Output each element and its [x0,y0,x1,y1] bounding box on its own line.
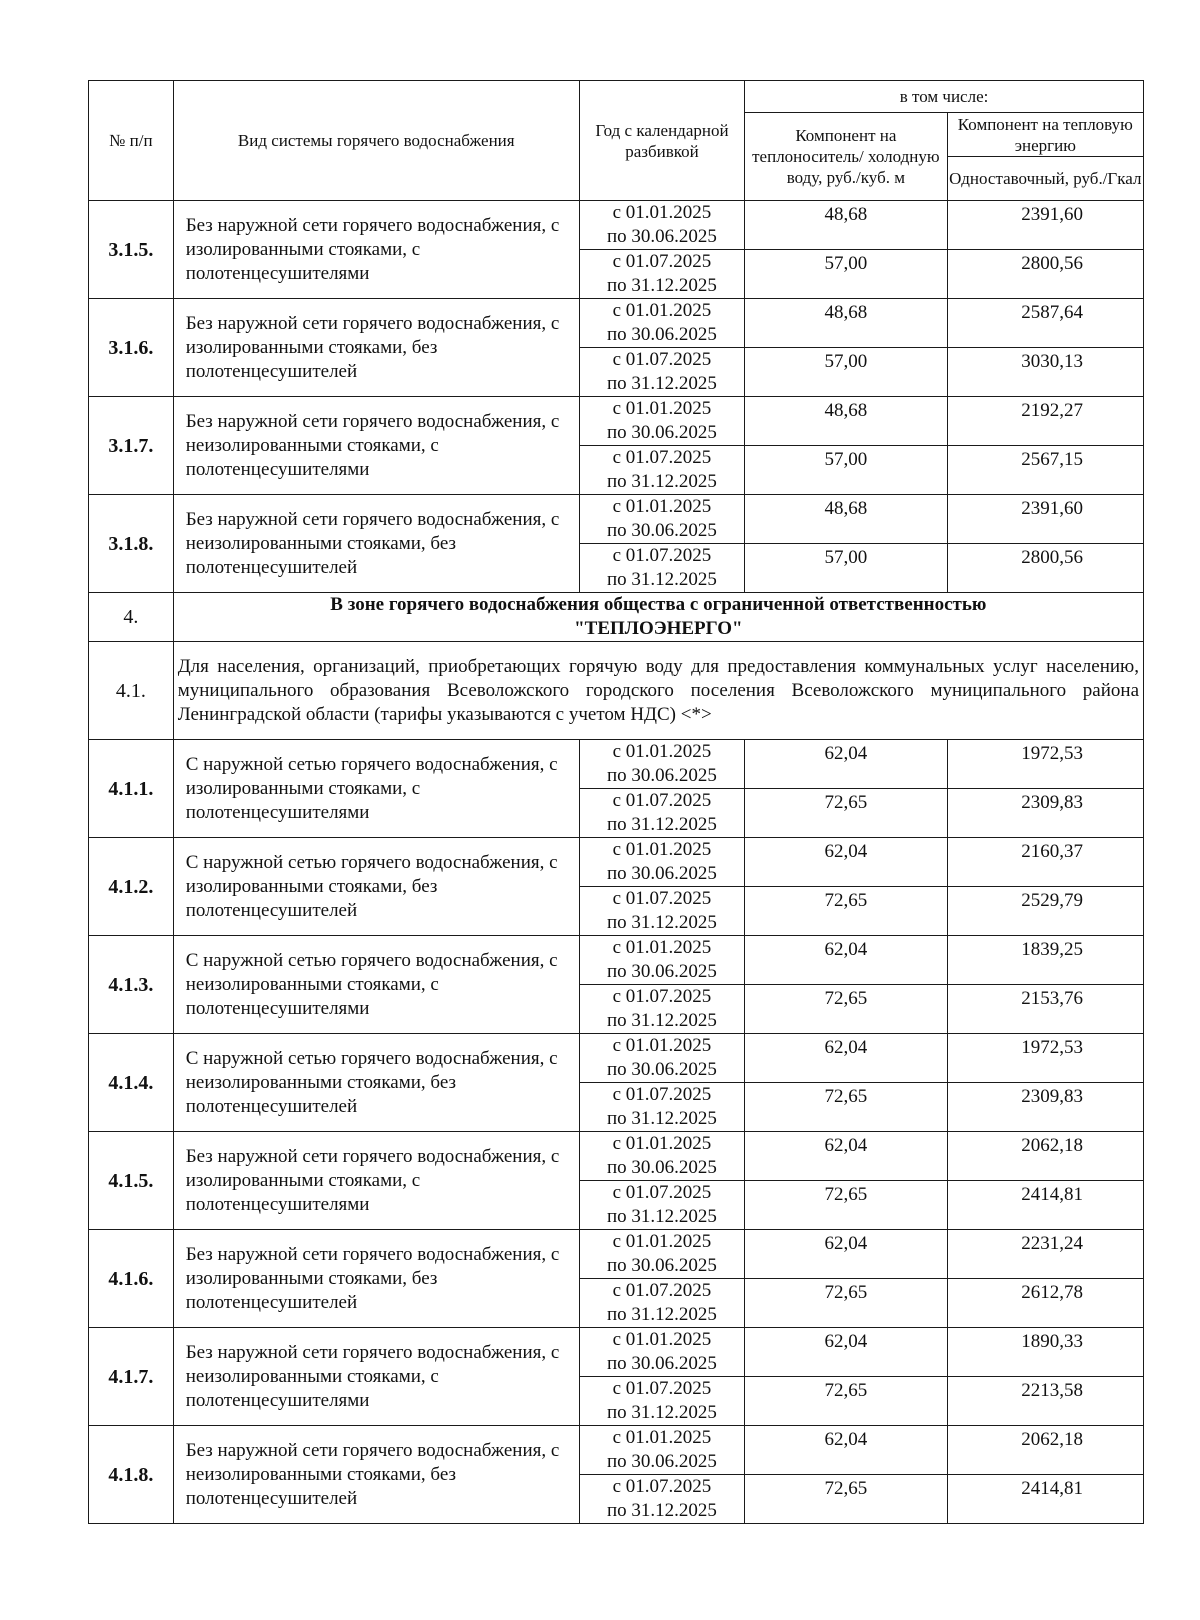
table-row [89,1132,1144,1181]
subsection-number: 4.1. [89,642,174,740]
header-component-heat: Компонент на тепловую энергию [947,113,1143,157]
period-second-start: с 01.07.2025 [612,790,712,811]
heat-component-value: 1972,53 [947,740,1143,789]
heat-component-value: 2309,83 [947,1083,1143,1132]
row-number: 4.1.5. [89,1132,174,1230]
period-first [579,495,744,544]
header-num: № п/п [89,81,174,201]
period-first-start: с 01.01.2025 [612,1231,712,1252]
water-component-value: 57,00 [745,250,948,299]
heat-component-value: 2800,56 [947,250,1143,299]
water-component-value: 57,00 [745,446,948,495]
period-first-end: по 30.06.2025 [606,1451,717,1472]
heat-component-value: 1890,33 [947,1328,1143,1377]
table-row [89,397,1144,446]
period-second-start: с 01.07.2025 [612,349,712,370]
zone-row [89,593,1144,642]
heat-component-value: 2062,18 [947,1426,1143,1475]
zone-title [173,593,1143,642]
heat-component-value: 2414,81 [947,1475,1143,1524]
period-first-end: по 30.06.2025 [606,226,717,247]
row-number: 4.1.2. [89,838,174,936]
period-first-start: с 01.01.2025 [612,398,712,419]
row-description: С наружной сетью горячего водоснабжения, с изолированными стояками, с полотенцесушителями [173,740,579,838]
period-second-start: с 01.07.2025 [612,545,712,566]
row-description: Без наружной сети горячего водоснабжения, с изолированными стояками, без полотенцесушителей [173,299,579,397]
water-component-value: 72,65 [745,1377,948,1426]
period-second [579,789,744,838]
water-component-value: 72,65 [745,887,948,936]
row-description: Без наружной сети горячего водоснабжения, с неизолированными стояками, с полотенцесушителями [173,397,579,495]
row-number: 4.1.4. [89,1034,174,1132]
period-first-start: с 01.01.2025 [612,839,712,860]
water-component-value: 48,68 [745,201,948,250]
table-row [89,1230,1144,1279]
table-row [89,495,1144,544]
period-first-end: по 30.06.2025 [606,422,717,443]
row-description: Без наружной сети горячего водоснабжения, с неизолированными стояками, с полотенцесушителями [173,1328,579,1426]
period-first [579,740,744,789]
table-row [89,1426,1144,1475]
water-component-value: 72,65 [745,1083,948,1132]
period-first [579,1328,744,1377]
water-component-value: 62,04 [745,1230,948,1279]
period-second-end: по 31.12.2025 [606,1010,717,1031]
period-second-start: с 01.07.2025 [612,986,712,1007]
table-row [89,1034,1144,1083]
period-second-start: с 01.07.2025 [612,1084,712,1105]
header-component-heat-sub: Одноставочный, руб./Гкал [947,157,1143,201]
row-description: Без наружной сети горячего водоснабжения, с неизолированными стояками, без полотенцесушителей [173,1426,579,1524]
water-component-value: 62,04 [745,1328,948,1377]
period-second [579,1279,744,1328]
heat-component-value: 1839,25 [947,936,1143,985]
heat-component-value: 2391,60 [947,495,1143,544]
period-first [579,299,744,348]
period-second [579,985,744,1034]
period-second-end: по 31.12.2025 [606,1304,717,1325]
heat-component-value: 2309,83 [947,789,1143,838]
water-component-value: 72,65 [745,1475,948,1524]
zone-title-line1: В зоне горячего водоснабжения общества с ограниченной ответственностью [330,594,987,615]
zone-title-line2: "ТЕПЛОЭНЕРГО" [574,618,743,639]
period-second-end: по 31.12.2025 [606,1500,717,1521]
period-second [579,1377,744,1426]
row-number: 4.1.3. [89,936,174,1034]
period-first-end: по 30.06.2025 [606,1059,717,1080]
period-second-end: по 31.12.2025 [606,1108,717,1129]
water-component-value: 62,04 [745,1034,948,1083]
period-first-start: с 01.01.2025 [612,1035,712,1056]
period-second-start: с 01.07.2025 [612,888,712,909]
row-number: 4.1.8. [89,1426,174,1524]
heat-component-value: 2391,60 [947,201,1143,250]
period-first-start: с 01.01.2025 [612,1329,712,1350]
water-component-value: 62,04 [745,1132,948,1181]
period-second [579,1181,744,1230]
row-number: 3.1.5. [89,201,174,299]
heat-component-value: 2062,18 [947,1132,1143,1181]
period-second-end: по 31.12.2025 [606,912,717,933]
period-first-start: с 01.01.2025 [612,937,712,958]
period-first-start: с 01.01.2025 [612,1427,712,1448]
period-first-end: по 30.06.2025 [606,961,717,982]
header-component-water: Компонент на теплоноситель/ холодную воду, руб./куб. м [745,113,948,201]
period-second-end: по 31.12.2025 [606,569,717,590]
heat-component-value: 2160,37 [947,838,1143,887]
period-first-end: по 30.06.2025 [606,1255,717,1276]
header-year: Год с календарной разбивкой [579,81,744,201]
row-number: 3.1.8. [89,495,174,593]
tariff-table-sheet [88,80,1144,1524]
period-second [579,250,744,299]
water-component-value: 72,65 [745,985,948,1034]
period-first [579,397,744,446]
period-first [579,1132,744,1181]
period-first-end: по 30.06.2025 [606,324,717,345]
period-second [579,1083,744,1132]
row-description: С наружной сетью горячего водоснабжения, с неизолированными стояками, без полотенцесушителей [173,1034,579,1132]
period-first-start: с 01.01.2025 [612,741,712,762]
row-description: С наружной сетью горячего водоснабжения, с изолированными стояками, без полотенцесушителей [173,838,579,936]
header-system-type: Вид системы горячего водоснабжения [173,81,579,201]
row-number: 4.1.6. [89,1230,174,1328]
period-second-end: по 31.12.2025 [606,471,717,492]
period-second-end: по 31.12.2025 [606,814,717,835]
water-component-value: 72,65 [745,1181,948,1230]
heat-component-value: 2567,15 [947,446,1143,495]
subsection-row [89,642,1144,740]
period-second-end: по 31.12.2025 [606,1402,717,1423]
period-first [579,201,744,250]
header-including: в том числе: [745,81,1144,113]
water-component-value: 57,00 [745,544,948,593]
period-first-end: по 30.06.2025 [606,765,717,786]
row-description: Без наружной сети горячего водоснабжения, с изолированными стояками, без полотенцесушителей [173,1230,579,1328]
period-first-end: по 30.06.2025 [606,1157,717,1178]
row-number: 4.1.1. [89,740,174,838]
water-component-value: 48,68 [745,299,948,348]
table-row [89,838,1144,887]
period-first-end: по 30.06.2025 [606,520,717,541]
heat-component-value: 2414,81 [947,1181,1143,1230]
period-second [579,544,744,593]
period-second [579,887,744,936]
period-first-start: с 01.01.2025 [612,202,712,223]
water-component-value: 72,65 [745,789,948,838]
period-second [579,1475,744,1524]
table-row [89,1328,1144,1377]
period-second-start: с 01.07.2025 [612,447,712,468]
table-row [89,740,1144,789]
heat-component-value: 2231,24 [947,1230,1143,1279]
period-first-start: с 01.01.2025 [612,496,712,517]
heat-component-value: 2192,27 [947,397,1143,446]
table-row [89,299,1144,348]
period-second-end: по 31.12.2025 [606,373,717,394]
period-first-end: по 30.06.2025 [606,1353,717,1374]
heat-component-value: 2213,58 [947,1377,1143,1426]
period-first [579,838,744,887]
period-first [579,1230,744,1279]
period-first [579,936,744,985]
period-second-start: с 01.07.2025 [612,1280,712,1301]
heat-component-value: 2587,64 [947,299,1143,348]
period-second [579,446,744,495]
water-component-value: 62,04 [745,936,948,985]
water-component-value: 57,00 [745,348,948,397]
table-row [89,936,1144,985]
period-first-start: с 01.01.2025 [612,300,712,321]
row-description: С наружной сетью горячего водоснабжения, с неизолированными стояками, с полотенцесушителями [173,936,579,1034]
heat-component-value: 1972,53 [947,1034,1143,1083]
zone-number: 4. [89,593,174,642]
period-second-end: по 31.12.2025 [606,275,717,296]
water-component-value: 62,04 [745,740,948,789]
period-first [579,1034,744,1083]
row-description: Без наружной сети горячего водоснабжения, с неизолированными стояками, без полотенцесушителей [173,495,579,593]
water-component-value: 48,68 [745,495,948,544]
heat-component-value: 2529,79 [947,887,1143,936]
period-first-end: по 30.06.2025 [606,863,717,884]
water-component-value: 62,04 [745,838,948,887]
period-second-start: с 01.07.2025 [612,251,712,272]
row-description: Без наружной сети горячего водоснабжения, с изолированными стояками, с полотенцесушителями [173,201,579,299]
table-row [89,201,1144,250]
tariff-table [88,80,1144,1524]
heat-component-value: 3030,13 [947,348,1143,397]
row-description: Без наружной сети горячего водоснабжения, с изолированными стояками, с полотенцесушителями [173,1132,579,1230]
heat-component-value: 2800,56 [947,544,1143,593]
period-second-start: с 01.07.2025 [612,1182,712,1203]
period-first [579,1426,744,1475]
period-second-start: с 01.07.2025 [612,1378,712,1399]
row-number: 4.1.7. [89,1328,174,1426]
heat-component-value: 2612,78 [947,1279,1143,1328]
subsection-text: Для населения, организаций, приобретающих горячую воду для предоставления коммунальных услуг населению, муниципального образования Всеволожского городского поселения Всеволожского муниципального района Ленинградской области (тарифы указываются с учетом НДС) <*> [173,642,1143,740]
water-component-value: 48,68 [745,397,948,446]
water-component-value: 72,65 [745,1279,948,1328]
row-number: 3.1.6. [89,299,174,397]
period-first-start: с 01.01.2025 [612,1133,712,1154]
water-component-value: 62,04 [745,1426,948,1475]
period-second [579,348,744,397]
period-second-end: по 31.12.2025 [606,1206,717,1227]
period-second-start: с 01.07.2025 [612,1476,712,1497]
row-number: 3.1.7. [89,397,174,495]
heat-component-value: 2153,76 [947,985,1143,1034]
